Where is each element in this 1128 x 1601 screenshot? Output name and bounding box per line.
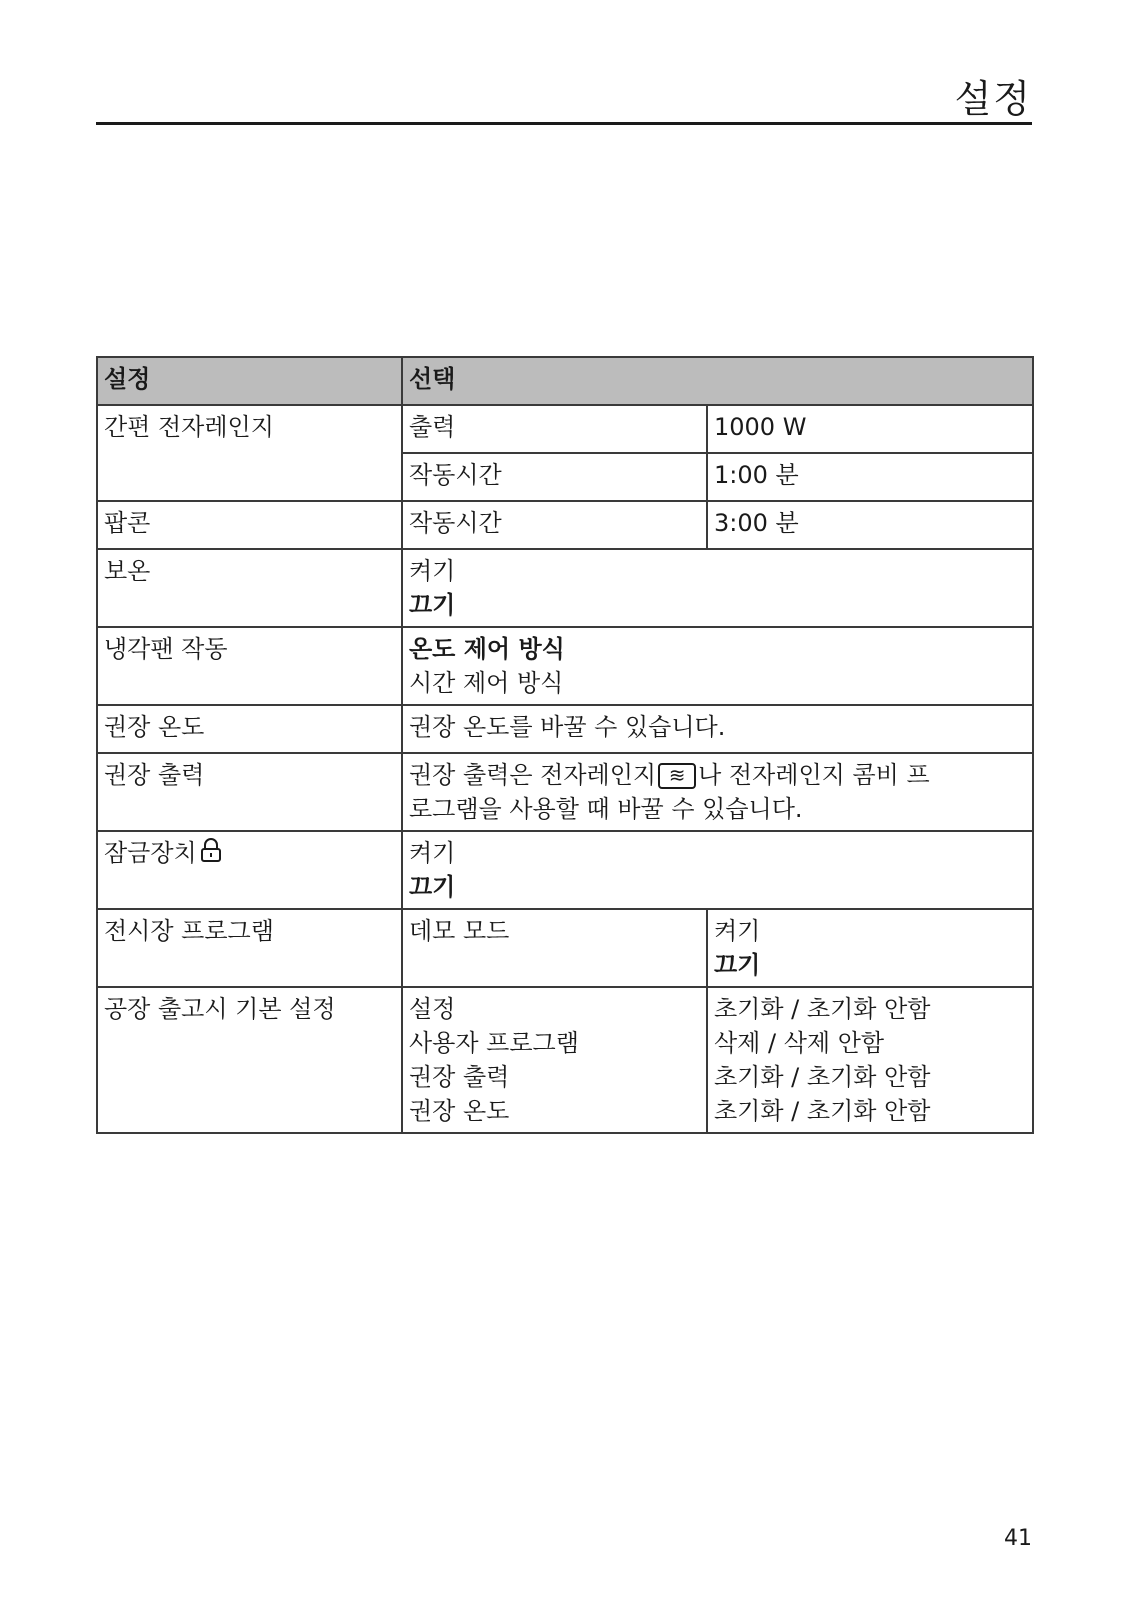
settings-table <box>96 356 1034 1134</box>
table-row <box>97 405 1033 453</box>
table-row <box>97 705 1033 753</box>
row-label-cooling-fan: 냉각팬 작동 <box>97 627 402 705</box>
cell-factory-values <box>707 987 1033 1133</box>
cell-time-value: 1:00 분 <box>707 453 1033 501</box>
table-row <box>97 987 1033 1133</box>
row-label-factory: 공장 출고시 기본 설정 <box>97 987 402 1133</box>
cell-options <box>402 627 1033 705</box>
cell-options <box>402 549 1033 627</box>
table-row <box>97 831 1033 909</box>
cell-output-label: 출력 <box>402 405 707 453</box>
lock-icon <box>199 837 223 872</box>
header-choice: 선택 <box>402 357 1033 405</box>
factory-item: 사용자 프로그램 <box>409 1029 579 1057</box>
cell-factory-items <box>402 987 707 1133</box>
table-row <box>97 909 1033 987</box>
row-label-rec-output: 권장 출력 <box>97 753 402 831</box>
factory-value: 초기화 / 초기화 안함 <box>714 995 931 1023</box>
option-temp-control-default: 온도 제어 방식 <box>409 635 565 663</box>
factory-item: 설정 <box>409 995 456 1023</box>
table-row <box>97 753 1033 831</box>
title-divider <box>96 122 1032 125</box>
row-label-popcorn: 팝콘 <box>97 501 402 549</box>
cell-time-label: 작동시간 <box>402 501 707 549</box>
option-time-control: 시간 제어 방식 <box>409 669 564 697</box>
factory-value: 초기화 / 초기화 안함 <box>714 1063 931 1091</box>
cell-options <box>402 831 1033 909</box>
header-setting: 설정 <box>97 357 402 405</box>
row-label-demo: 전시장 프로그램 <box>97 909 402 987</box>
option-on: 켜기 <box>409 839 456 867</box>
cell-demo-mode: 데모 모드 <box>402 909 707 987</box>
option-off-default: 끄기 <box>409 873 456 901</box>
page-number: 41 <box>1004 1526 1032 1551</box>
desc-part-c: 로그램을 사용할 때 바꿀 수 있습니다. <box>409 795 803 823</box>
option-on: 켜기 <box>409 557 456 585</box>
option-off-default: 끄기 <box>714 951 761 979</box>
cell-output-value: 1000 W <box>707 405 1033 453</box>
option-off-default: 끄기 <box>409 591 456 619</box>
option-on: 켜기 <box>714 917 761 945</box>
factory-value: 삭제 / 삭제 안함 <box>714 1029 885 1057</box>
table-header-row <box>97 357 1033 405</box>
row-label-keep-warm: 보온 <box>97 549 402 627</box>
cell-options <box>707 909 1033 987</box>
factory-value: 초기화 / 초기화 안함 <box>714 1097 931 1125</box>
table-row <box>97 549 1033 627</box>
cell-time-label: 작동시간 <box>402 453 707 501</box>
factory-item: 권장 출력 <box>409 1063 510 1091</box>
page-title: 설정 <box>954 77 1032 121</box>
desc-part-a: 권장 출력은 전자레인지 <box>409 761 657 789</box>
row-label-lock <box>97 831 402 909</box>
row-label-rec-temp: 권장 온도 <box>97 705 402 753</box>
lock-label: 잠금장치 <box>104 839 197 867</box>
microwave-icon: ≋ <box>658 763 696 789</box>
factory-item: 권장 온도 <box>409 1097 510 1125</box>
desc-part-b: 나 전자레인지 콤비 프 <box>698 761 930 789</box>
table-row <box>97 627 1033 705</box>
cell-description <box>402 753 1033 831</box>
cell-time-value: 3:00 분 <box>707 501 1033 549</box>
table-row <box>97 501 1033 549</box>
row-label-quick-micro: 간편 전자레인지 <box>97 405 402 501</box>
cell-description: 권장 온도를 바꿀 수 있습니다. <box>402 705 1033 753</box>
